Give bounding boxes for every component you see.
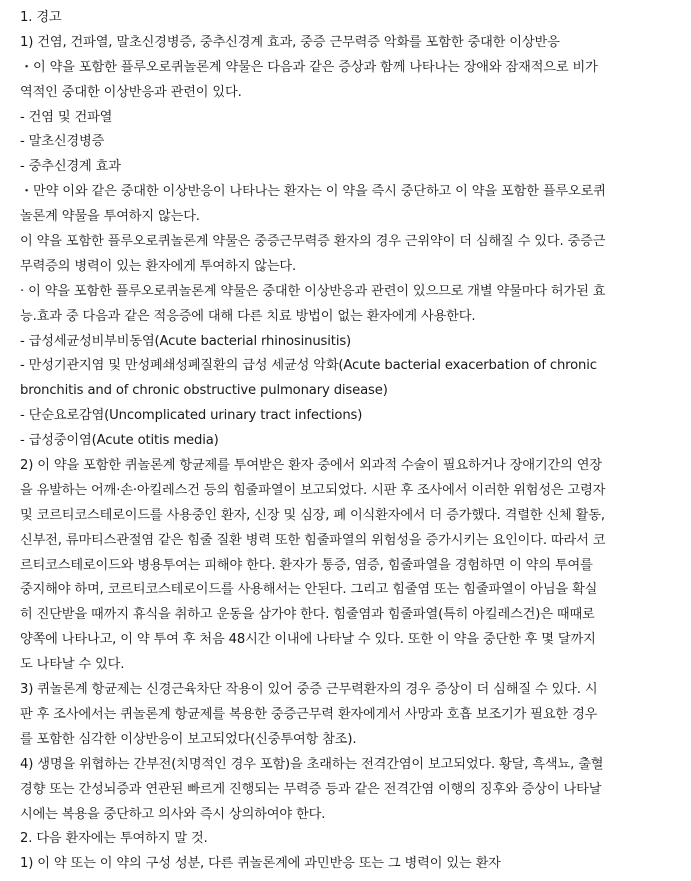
text-line: 를 포함한 심각한 이상반응이 보고되었다(신중투여항 참조). — [20, 731, 357, 747]
text-line: 을 유발하는 어깨·손·아킬레스건 등의 힘줄파열이 보고되었다. 시판 후 조사에서 이러한 위험성은 고령자 — [20, 482, 606, 498]
text-line: 2. 다음 환자에는 투여하지 말 것. — [20, 831, 208, 847]
text-line: 역적인 중대한 이상반응과 관련이 있다. — [20, 84, 242, 100]
text-line: 2) 이 약을 포함한 퀴놀론계 항균제를 투여받은 환자 중에서 외과적 수술이 필요하거나 장애기간의 연장 — [20, 458, 602, 474]
text-line: 1) 이 약 또는 이 약의 구성 성분, 다른 퀴놀론계에 과민반응 또는 그 병력이 있는 환자 — [20, 856, 501, 872]
text-line: 1. 경고 — [20, 10, 62, 25]
text-line: - 건염 및 건파열 — [20, 109, 113, 125]
text-line: - 급성중이염(Acute otitis media) — [20, 433, 219, 449]
text-line: 히 진단받을 때까지 휴식을 취하고 운동을 삼가야 한다. 힘줄염과 힘줄파열(특히 아킬레스건)은 때때로 — [20, 607, 595, 623]
text-line: 도 나타날 수 있다. — [20, 657, 125, 673]
text-line: 판 후 조사에서는 퀴놀론계 항균제를 복용한 중증근무력 환자에게서 사망과 호흡 보조기가 필요한 경우 — [20, 706, 598, 722]
text-line: 경향 또는 간성뇌증과 연관된 빠르게 진행되는 무력증 등과 같은 전격간염 이행의 징후와 증상이 나타날 — [20, 781, 602, 797]
text-line: - 중추신경계 효과 — [20, 159, 121, 175]
text-line: 이 약을 포함한 플루오로퀴놀론계 약물은 중증근무력증 환자의 경우 근위약이 더 심해질 수 있다. 중증근 — [20, 234, 606, 250]
text-line: 및 코르티코스테로이드를 사용중인 환자, 신장 및 심장, 폐 이식환자에서 더 증가했다. 격렬한 신체 활동, — [20, 507, 605, 523]
text-line: 중지해야 하며, 코르티코스테로이드를 사용해서는 안된다. 그리고 힘줄염 또는 힘줄파열이 아님을 확실 — [20, 582, 598, 598]
text-line: ・만약 이와 같은 중대한 이상반응이 나타나는 환자는 이 약을 즉시 중단하고 이 약을 포함한 플루오로퀴 — [20, 184, 606, 200]
text-line: 양쪽에 나타나고, 이 약 투여 후 처음 48시간 이내에 나타날 수 있다. 또한 이 약을 중단한 후 몇 달까지 — [20, 632, 596, 648]
text-line: 르티코스테로이드와 병용투여는 피해야 한다. 환자가 통증, 염증, 힘줄파열을 경험하면 이 약의 투여를 — [20, 557, 593, 573]
text-line: ・이 약을 포함한 플루오로퀴놀론계 약물은 다음과 같은 증상과 함께 나타나는 장애와 잠재적으로 비가 — [20, 59, 598, 75]
text-line: 놀론계 약물을 투여하지 않는다. — [20, 209, 200, 225]
text-line: 무력증의 병력이 있는 환자에게 투여하지 않는다. — [20, 258, 297, 274]
text-line: 3) 퀴놀론계 항균제는 신경근육차단 작용이 있어 중증 근무력환자의 경우 증상이 더 심해질 수 있다. 시 — [20, 682, 598, 698]
text-line: - 급성세균성비부비동염(Acute bacterial rhinosinusitis) — [20, 333, 352, 349]
text-line: 능.효과 중 다음과 같은 적응증에 대해 다른 치료 방법이 없는 환자에게 사용한다. — [20, 308, 476, 324]
text-line: 시에는 복용을 중단하고 의사와 즉시 상의하여야 한다. — [20, 806, 326, 822]
text-line: - 단순요로감염(Uncomplicated urinary tract infections) — [20, 408, 363, 424]
text-line: 4) 생명을 위협하는 간부전(치명적인 경우 포함)을 초래하는 전격간염이 보고되었다. 황달, 흑색뇨, 출혈 — [20, 756, 604, 772]
text-line: 1) 건염, 건파열, 말초신경병증, 중추신경계 효과, 중증 근무력증 악화를 포함한 중대한 이상반응 — [20, 34, 560, 50]
text-line: · 이 약을 포함한 플루오로퀴놀론계 약물은 중대한 이상반응과 관련이 있으므로 개별 약물마다 허가된 효 — [20, 283, 606, 299]
text-line: - 만성기관지염 및 만성폐쇄성폐질환의 급성 세균성 악화(Acute bacterial exacerbation of chronic — [20, 358, 597, 374]
text-line: - 말초신경병증 — [20, 134, 105, 150]
text-line: 신부전, 류마티스관절염 같은 힘줄 질환 병력 또한 힘줄파열의 위험성을 증가시키는 요인이다. 따라서 코 — [20, 532, 606, 548]
text-line: bronchitis and of chronic obstructive pulmonary disease) — [20, 383, 388, 399]
